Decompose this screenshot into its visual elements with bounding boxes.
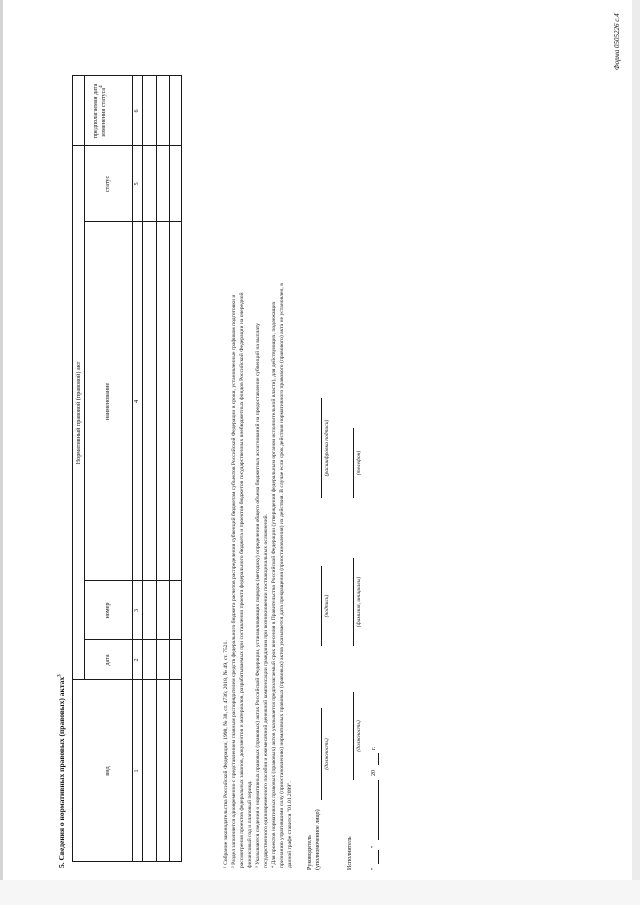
executor-name-line [353,558,354,646]
section-title: 5. Сведения о нормативных правовых (правовых) актах$^3$ [57,674,66,868]
footnote-line: ³ Указываются сведения о нормативных правовых (правовых) актах Российской Федерации, устанавливающих порядок (методику) определения общего объема бюджетных ассигнований на предоставление субвенций на выплату [255,323,261,868]
column-number: 5 [133,182,140,186]
footnote-line: ¹ Собрание законодательства Российской Федерации, 1998, № 38, ст. 4736; 2018, № 49, ст. 7521. [223,640,229,868]
table-row-line [169,75,170,862]
table-border-left [72,861,182,862]
group-header: Нормативный правовой (правовой) акт [75,361,82,465]
head-transcript-line [321,398,322,498]
date-month-line [378,780,379,840]
footnote-line: признанию утратившими силу (приостановлению) нормативных правовых (правовых) актов указывается дата прекращения (приостановления) их действия. В случае если срок действия нормативного правового (правового) акта не установлен, в [279,283,285,868]
rotated-page [45,13,625,878]
date-year-prefix: 20 [371,770,377,776]
column-header-name: наименование [104,382,111,421]
executor-label: Исполнитель [347,836,353,870]
form-code: Форма 0505226 с.4 [613,13,621,70]
column-header-status-change-date: предполагаемая дата изменения статуса$^4$ [92,83,107,139]
hint-phone: (телефон) [356,450,362,476]
hint-name: (фамилия, инициалы) [356,576,362,628]
table-col-line [72,145,182,146]
table-border-right [72,75,182,76]
normative-acts-table [72,75,182,862]
table-col-line [72,679,182,680]
table-border-top [72,75,73,862]
head-signature-line [321,566,322,646]
date-year-line [378,753,379,765]
hint-transcript: (расшифровка подписи) [324,419,330,477]
hint-position: (должность) [324,738,330,770]
footnote-line: ² Раздел заполняется одновременно с представлением главным распорядителем средств федерального бюджета расчетов распределения субвенций бюджетам субъектов Российской Федерации в сроки, установленные графиком подготовки и [231,294,237,868]
footnotes [222,78,294,868]
column-header-number: номер [104,602,111,619]
column-number: 2 [133,658,140,662]
column-number: 3 [133,608,140,613]
date-year-suffix: г. [371,746,377,750]
column-header-date: дата [104,654,111,666]
column-header-status: статус [104,175,111,193]
footnote-line: государственного единовременного пособия и ежемесячной денежной компенсации гражданам при возникновении поствакцинальных осложнений. [263,513,269,868]
footnote-line: рассмотрения проектов федеральных законов, документов и материалов, разрабатываемых при составлении проекта федерального бюджета и проектов бюджетов государственных внебюджетных фондов Российской Федерации на очередной [239,292,245,868]
column-number: 1 [133,769,140,773]
executor-phone-line [353,428,354,498]
date-quote-open: " [371,867,377,870]
table-row-line [156,75,157,862]
footnote-line: ⁴ Для проектов нормативных правовых (правовых) актов указывается предполагаемый срок внесения в Правительство Российской Федерации (утверждения федеральным органом исполнительной власти), для действующих, подлежащих [271,301,277,868]
table-border-bottom [181,75,182,862]
footnote-line: финансовый год и плановый период. [247,780,253,868]
column-number: 6 [133,109,140,113]
executor-position-line [353,692,354,780]
column-header-kind: вид [104,766,111,776]
hint-position-executor: (должность) [356,720,362,752]
head-position-line [321,708,322,800]
table-group-line [84,75,85,680]
head-label-sub: (уполномоченное лицо) [315,809,321,870]
hint-signature: (подпись) [324,594,330,618]
column-number: 4 [133,399,140,404]
footnote-line: данной графе ставится "01.01.2099". [287,781,293,868]
date-day-line [378,850,379,864]
date-quote-close: " [371,845,377,848]
head-label: Руководитель [307,835,313,870]
table-number-line [142,75,143,862]
